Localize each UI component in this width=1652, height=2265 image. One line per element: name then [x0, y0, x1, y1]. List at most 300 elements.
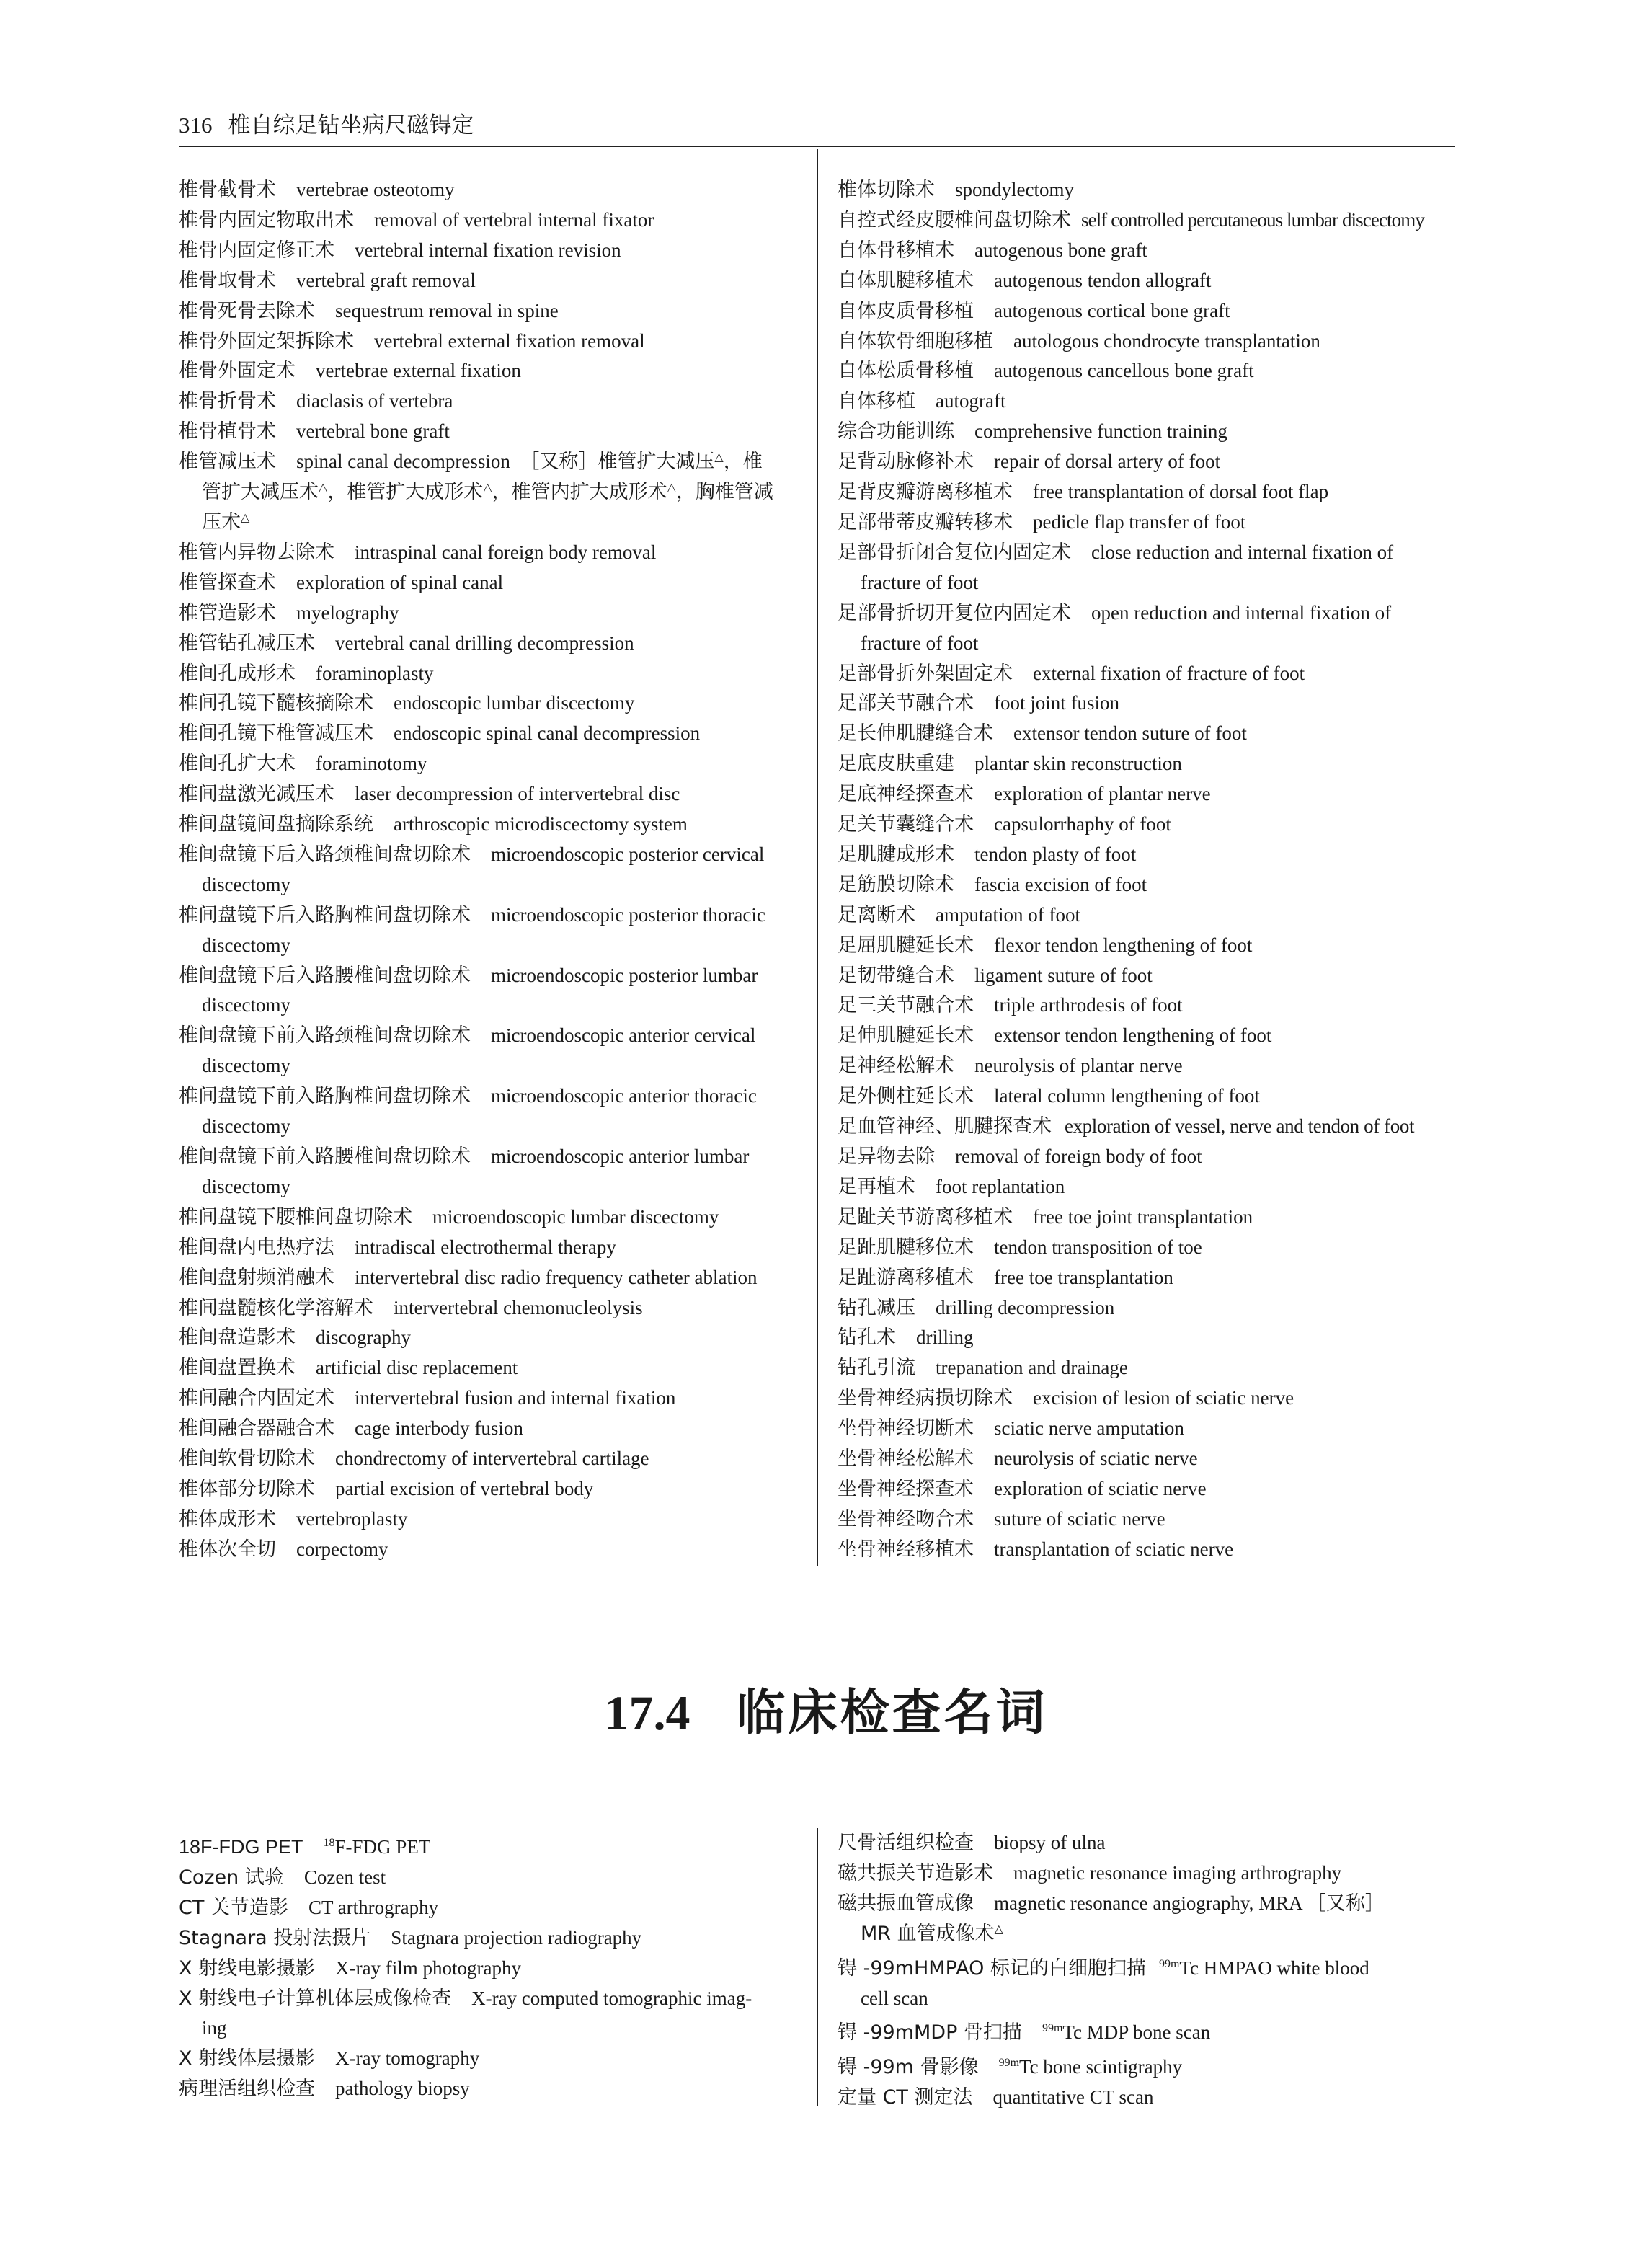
- term-zh: 椎间盘射频消融术: [179, 1266, 334, 1289]
- term-zh: 椎间盘镜下后入路腰椎间盘切除术: [179, 964, 471, 987]
- term-entry: [179, 1414, 799, 1444]
- term-continuation: [179, 477, 799, 507]
- term-zh: 足底神经探查术: [838, 783, 974, 806]
- term-en: autogenous cancellous bone graft: [994, 360, 1254, 382]
- term-en: exploration of sciatic nerve: [994, 1477, 1207, 1499]
- term-en: triple arthrodesis of foot: [994, 994, 1183, 1016]
- term-zh: 足伸肌腱延长术: [838, 1024, 974, 1047]
- term-en: exploration of spinal canal: [296, 571, 504, 593]
- term-en: discectomy: [202, 934, 290, 956]
- term-zh: CT 关节造影: [179, 1896, 288, 1919]
- term-zh: 足异物去除: [838, 1145, 935, 1168]
- term-entry: [838, 1081, 1457, 1112]
- term-entry: [179, 840, 799, 870]
- term-entry: [179, 2074, 799, 2104]
- column-divider: [817, 149, 818, 1566]
- term-en: partial excision of vertebral body: [335, 1477, 594, 1499]
- term-en: intervertebral chemonucleolysis: [394, 1296, 643, 1318]
- term-en: discography: [316, 1326, 411, 1349]
- term-en: microendoscopic anterior cervical: [491, 1024, 756, 1047]
- term-entry: [179, 1233, 799, 1263]
- term-zh: 椎间盘镜下腰椎间盘切除术: [179, 1205, 412, 1228]
- term-entry: [838, 266, 1457, 296]
- isotope-superscript: 99m: [1158, 1957, 1180, 1970]
- term-zh: 足再植术: [838, 1175, 915, 1198]
- term-entry: [838, 1828, 1457, 1858]
- term-en: microendoscopic posterior lumbar: [491, 964, 758, 986]
- triangle-mark: △: [667, 482, 676, 495]
- term-en: biopsy of ulna: [994, 1832, 1106, 1853]
- term-en: drilling: [916, 1326, 974, 1349]
- term-continuation: [838, 629, 1457, 659]
- term-en: external fixation of fracture of foot: [1033, 662, 1305, 684]
- term-entry: [179, 598, 799, 629]
- term-zh: 坐骨神经切断术: [838, 1417, 974, 1440]
- term-zh: 椎间孔镜下椎管减压术: [179, 722, 373, 745]
- term-en: autogenous cortical bone graft: [994, 299, 1230, 322]
- term-entry: [838, 598, 1457, 629]
- term-en: foot joint fusion: [994, 692, 1119, 714]
- header-rule: [179, 146, 1455, 147]
- term-en: intervertebral fusion and internal fixation: [355, 1387, 676, 1409]
- term-entry: [179, 688, 799, 719]
- term-en: microendoscopic anterior thoracic: [491, 1085, 757, 1107]
- term-en: autogenous tendon allograft: [994, 269, 1212, 291]
- term-entry: [838, 477, 1457, 507]
- term-entry: [838, 327, 1457, 357]
- triangle-mark: △: [714, 451, 724, 464]
- term-en: tendon transposition of toe: [994, 1236, 1202, 1258]
- term-en: close reduction and internal fixation of: [1091, 541, 1394, 563]
- term-zh: 自体皮质骨移植: [838, 299, 974, 322]
- term-zh: 椎间盘镜下后入路颈椎间盘切除术: [179, 843, 471, 866]
- term-zh: 椎骨内固定物取出术: [179, 208, 354, 231]
- term-en: comprehensive function training: [974, 420, 1227, 443]
- term-alias: ，椎: [723, 451, 763, 474]
- term-alias: ，胸椎管减: [675, 481, 773, 504]
- term-en: microendoscopic lumbar discectomy: [432, 1205, 719, 1228]
- term-en: microendoscopic anterior lumbar: [491, 1145, 750, 1167]
- term-entry: [179, 175, 799, 205]
- term-zh: X 射线电子计算机体层成像检查: [179, 1987, 452, 2010]
- term-zh: 椎骨植骨术: [179, 420, 276, 443]
- term-zh: 足神经松解术: [838, 1055, 954, 1078]
- isotope-superscript: 99m: [998, 2057, 1020, 2070]
- term-zh: 足趾关节游离移植术: [838, 1205, 1013, 1228]
- term-zh: 足趾肌腱移位术: [838, 1236, 974, 1259]
- term-en: Cozen test: [303, 1866, 386, 1888]
- term-en: autogenous bone graft: [974, 239, 1147, 261]
- term-zh: 足背动脉修补术: [838, 451, 974, 474]
- term-zh: 椎间盘镜下后入路胸椎间盘切除术: [179, 903, 471, 926]
- term-zh: 定量 CT 测定法: [838, 2086, 973, 2109]
- term-zh: 椎骨取骨术: [179, 269, 276, 292]
- term-entry: [838, 296, 1457, 327]
- term-en: intraspinal canal foreign body removal: [355, 541, 657, 563]
- term-entry: [179, 1828, 799, 1863]
- term-zh: 磁共振关节造影术: [838, 1861, 993, 1884]
- term-continuation: [179, 870, 799, 900]
- term-en: X-ray tomography: [335, 2047, 480, 2070]
- term-zh: 椎骨截骨术: [179, 179, 276, 201]
- term-zh: X 射线电影摄影: [179, 1956, 316, 1980]
- term-zh: 椎骨外固定术: [179, 360, 296, 383]
- term-zh: 椎间软骨切除术: [179, 1448, 315, 1471]
- term-en: sequestrum removal in spine: [335, 299, 559, 322]
- term-en: F-FDG PET: [334, 1836, 431, 1858]
- term-zh: 锝 -99mHMPAO 标记的白细胞扫描: [838, 1956, 1146, 1980]
- term-zh: 椎间盘镜下前入路腰椎间盘切除术: [179, 1145, 471, 1168]
- term-zh: 足背皮瓣游离移植术: [838, 481, 1013, 504]
- term-entry: [838, 1858, 1457, 1889]
- term-entry: [179, 719, 799, 749]
- term-zh: 椎间孔扩大术: [179, 753, 296, 776]
- term-entry: [179, 779, 799, 810]
- term-entry: [179, 296, 799, 327]
- term-zh: 足部骨折外架固定术: [838, 662, 1013, 685]
- term-entry: [838, 417, 1457, 447]
- term-zh: Stagnara 投射法摄片: [179, 1926, 371, 1949]
- term-en: lateral column lengthening of foot: [994, 1085, 1260, 1107]
- term-en: fascia excision of foot: [974, 873, 1147, 895]
- term-continuation: [179, 990, 799, 1021]
- term-en: arthroscopic microdiscectomy system: [394, 813, 688, 835]
- term-entry: [179, 1142, 799, 1172]
- term-en: laser decompression of intervertebral disc: [355, 783, 680, 805]
- term-zh: 椎体成形术: [179, 1507, 276, 1530]
- term-continuation: [179, 2013, 799, 2044]
- term-en: magnetic resonance angiography, MRA ［又称］: [994, 1892, 1385, 1914]
- term-zh: 足血管神经、肌腱探查术: [838, 1115, 1052, 1138]
- term-zh: 病理活组织检查: [179, 2078, 315, 2101]
- isotope-superscript: 18: [323, 1837, 335, 1849]
- term-entry: [838, 2013, 1457, 2048]
- term-zh: 足屈肌腱延长术: [838, 934, 974, 957]
- term-zh: 钻孔引流: [838, 1357, 915, 1380]
- term-continuation: [179, 1112, 799, 1142]
- term-entry: [179, 900, 799, 931]
- term-entry: [838, 900, 1457, 931]
- term-en: suture of sciatic nerve: [994, 1507, 1165, 1530]
- term-zh: 自控式经皮腰椎间盘切除术: [838, 208, 1071, 231]
- term-zh: 椎间盘造影术: [179, 1326, 296, 1349]
- term-zh: 钻孔减压: [838, 1296, 915, 1319]
- term-zh: 足离断术: [838, 903, 915, 926]
- section-title: 临床检查名词: [736, 1684, 1048, 1742]
- term-zh: 椎骨内固定修正术: [179, 239, 334, 262]
- term-zh: 椎骨死骨去除术: [179, 299, 315, 322]
- term-en: microendoscopic posterior cervical: [491, 843, 765, 865]
- term-zh: 足底皮肤重建: [838, 753, 954, 776]
- term-zh: 坐骨神经探查术: [838, 1477, 974, 1500]
- term-en: Tc MDP bone scan: [1062, 2021, 1211, 2044]
- term-alias: ［又称］椎管扩大减压: [520, 451, 715, 474]
- term-continuation: [179, 1051, 799, 1081]
- term-entry: [179, 1353, 799, 1383]
- triangle-mark: △: [241, 511, 250, 524]
- term-zh: 椎体部分切除术: [179, 1477, 315, 1500]
- term-entry: [838, 1474, 1457, 1504]
- term-en: diaclasis of vertebra: [296, 390, 453, 412]
- term-zh: 椎间孔镜下髓核摘除术: [179, 692, 373, 715]
- term-entry: [838, 386, 1457, 417]
- term-zh: 椎骨折骨术: [179, 390, 276, 413]
- term-zh: 椎管探查术: [179, 571, 276, 594]
- term-zh: 椎间盘激光减压术: [179, 783, 334, 806]
- section-number: 17.4: [604, 1685, 690, 1740]
- term-zh: Cozen 试验: [179, 1866, 284, 1889]
- term-entry: [838, 1535, 1457, 1565]
- term-en: X-ray film photography: [335, 1956, 522, 1979]
- exam-left-column: [179, 1828, 799, 2104]
- term-entry: [838, 507, 1457, 538]
- term-en: neurolysis of sciatic nerve: [994, 1448, 1198, 1470]
- term-zh: 磁共振血管成像: [838, 1892, 974, 1915]
- term-entry: [838, 1323, 1457, 1353]
- term-zh: 足外侧柱延长术: [838, 1085, 974, 1108]
- term-entry: [179, 236, 799, 266]
- term-zh: 锝 -99m 骨影像: [838, 2056, 979, 2079]
- term-en: vertebrae osteotomy: [296, 179, 455, 200]
- term-en: sciatic nerve amputation: [994, 1417, 1184, 1440]
- term-zh: 椎间盘镜下前入路胸椎间盘切除术: [179, 1085, 471, 1108]
- term-en: repair of dorsal artery of foot: [994, 451, 1221, 473]
- term-en: discectomy: [202, 1115, 290, 1138]
- term-entry: [838, 990, 1457, 1021]
- term-zh: 椎间孔成形术: [179, 662, 296, 685]
- isotope-superscript: 99m: [1042, 2022, 1063, 2035]
- term-continuation: [179, 931, 799, 961]
- term-entry: [838, 1889, 1457, 1919]
- term-alias: ，椎管内扩大成形术: [492, 481, 667, 504]
- term-zh: 坐骨神经移植术: [838, 1538, 974, 1561]
- term-en: X-ray computed tomographic imag-: [471, 1987, 752, 2009]
- term-en: foraminoplasty: [316, 662, 434, 684]
- term-en: microendoscopic posterior thoracic: [491, 903, 765, 926]
- term-en: corpectomy: [296, 1538, 388, 1560]
- term-entry: [179, 1535, 799, 1565]
- term-entry: [838, 1504, 1457, 1535]
- term-zh: X 射线体层摄影: [179, 2047, 316, 2070]
- term-alias: 压术: [202, 510, 241, 533]
- term-entry: [838, 1051, 1457, 1081]
- term-entry: [838, 1202, 1457, 1233]
- term-entry: [179, 266, 799, 296]
- term-zh: 自体骨移植术: [838, 239, 954, 262]
- term-zh: 足部骨折闭合复位内固定术: [838, 541, 1071, 564]
- term-zh: 自体移植: [838, 390, 915, 413]
- term-entry: [838, 356, 1457, 386]
- page-number: 316: [179, 112, 213, 138]
- term-entry: [179, 1893, 799, 1923]
- term-entry: [179, 810, 799, 840]
- term-alias: MR 血管成像术: [861, 1922, 995, 1945]
- term-zh: 椎管减压术: [179, 451, 276, 474]
- term-entry: [179, 538, 799, 568]
- term-en: CT arthrography: [308, 1896, 439, 1918]
- term-en: Tc bone scintigraphy: [1019, 2056, 1183, 2078]
- term-en: spondylectomy: [955, 179, 1074, 200]
- term-en: open reduction and internal fixation of: [1091, 601, 1392, 624]
- term-entry: [838, 1172, 1457, 1202]
- term-entry: [838, 1414, 1457, 1444]
- term-zh: 足韧带缝合术: [838, 964, 954, 987]
- term-entry: [838, 1383, 1457, 1414]
- term-entry: [838, 2048, 1457, 2083]
- term-en: foot replantation: [936, 1175, 1065, 1197]
- triangle-mark: △: [483, 482, 492, 495]
- term-zh: 椎管钻孔减压术: [179, 631, 315, 655]
- term-zh: 足三关节融合术: [838, 994, 974, 1017]
- term-en: excision of lesion of sciatic nerve: [1033, 1387, 1294, 1409]
- term-en: amputation of foot: [936, 903, 1080, 926]
- term-zh: 坐骨神经病损切除术: [838, 1387, 1013, 1410]
- term-zh: 足筋膜切除术: [838, 873, 954, 896]
- term-zh: 18F-FDG PET: [179, 1836, 303, 1858]
- term-entry: [179, 1383, 799, 1414]
- term-zh: 椎间盘镜间盘摘除系统: [179, 813, 373, 836]
- term-zh: 足部骨折切开复位内固定术: [838, 601, 1071, 624]
- term-entry: [838, 1021, 1457, 1051]
- column-divider: [817, 1828, 818, 2106]
- term-zh: 钻孔术: [838, 1326, 896, 1349]
- term-en: transplantation of sciatic nerve: [994, 1538, 1234, 1560]
- term-alias: 管扩大减压术: [202, 481, 319, 504]
- term-alias: ，椎管扩大成形术: [327, 481, 484, 504]
- term-entry: [838, 688, 1457, 719]
- term-entry: [838, 1353, 1457, 1383]
- term-continuation: [179, 507, 799, 538]
- term-zh: 椎间盘镜下前入路颈椎间盘切除术: [179, 1024, 471, 1047]
- term-continuation: [179, 1172, 799, 1202]
- term-entry: [179, 1323, 799, 1353]
- term-zh: 坐骨神经松解术: [838, 1448, 974, 1471]
- term-en: vertebral graft removal: [296, 269, 476, 291]
- term-en: discectomy: [202, 1175, 290, 1197]
- term-entry: [838, 1444, 1457, 1474]
- term-entry: [179, 568, 799, 598]
- term-entry: [838, 659, 1457, 689]
- term-continuation: [838, 1984, 1457, 2014]
- term-zh: 椎骨外固定架拆除术: [179, 329, 354, 353]
- term-entry: [179, 961, 799, 991]
- term-en: vertebral internal fixation revision: [355, 239, 621, 261]
- term-en: chondrectomy of intervertebral cartilage: [335, 1448, 649, 1470]
- term-entry: [179, 1474, 799, 1504]
- term-entry: [838, 2083, 1457, 2113]
- term-en: tendon plasty of foot: [974, 843, 1137, 865]
- term-entry: [179, 1984, 799, 2014]
- term-entry: [838, 719, 1457, 749]
- term-en: pedicle flap transfer of foot: [1033, 510, 1246, 533]
- right-term-column: [838, 175, 1457, 1565]
- term-zh: 自体软骨细胞移植: [838, 329, 993, 353]
- term-en: extensor tendon suture of foot: [1013, 722, 1247, 745]
- term-en: vertebral bone graft: [296, 420, 450, 443]
- term-entry: [838, 961, 1457, 991]
- term-entry: [838, 1949, 1457, 1984]
- term-en: neurolysis of plantar nerve: [974, 1055, 1183, 1077]
- term-entry: [838, 840, 1457, 870]
- term-entry: [179, 1863, 799, 1893]
- term-entry: [838, 447, 1457, 477]
- term-en: autograft: [936, 390, 1006, 412]
- triangle-mark: △: [319, 482, 328, 495]
- term-entry: [179, 447, 799, 477]
- term-zh: 椎间融合内固定术: [179, 1387, 334, 1410]
- term-entry: [838, 749, 1457, 779]
- term-en: pathology biopsy: [335, 2078, 470, 2100]
- term-en: self controlled percutaneous lumbar discectomy: [1081, 208, 1424, 231]
- term-entry: [838, 205, 1457, 236]
- term-entry: [838, 931, 1457, 961]
- term-en: capsulorrhaphy of foot: [994, 813, 1171, 835]
- term-en: intervertebral disc radio frequency catheter ablation: [355, 1266, 758, 1288]
- term-zh: 自体肌腱移植术: [838, 269, 974, 292]
- term-en: flexor tendon lengthening of foot: [994, 934, 1253, 956]
- term-entry: [179, 1444, 799, 1474]
- term-entry: [179, 749, 799, 779]
- term-en: quantitative CT scan: [992, 2086, 1154, 2109]
- term-entry: [179, 417, 799, 447]
- term-zh: 椎间盘内电热疗法: [179, 1236, 334, 1259]
- term-en: cage interbody fusion: [355, 1417, 523, 1440]
- term-entry: [179, 1263, 799, 1293]
- triangle-mark: △: [994, 1923, 1003, 1936]
- term-en: discectomy: [202, 994, 290, 1016]
- term-en: removal of vertebral internal fixator: [374, 208, 654, 231]
- term-en: exploration of plantar nerve: [994, 783, 1211, 805]
- term-en: discectomy: [202, 873, 290, 895]
- term-en: vertebral canal drilling decompression: [335, 631, 634, 654]
- term-en: foraminotomy: [316, 753, 427, 775]
- term-continuation: [838, 568, 1457, 598]
- term-en: vertebral external fixation removal: [374, 329, 645, 352]
- term-zh: 椎间盘置换术: [179, 1357, 296, 1380]
- term-zh: 椎间融合器融合术: [179, 1417, 334, 1440]
- term-entry: [838, 779, 1457, 810]
- term-en: ing: [202, 2017, 227, 2039]
- section-heading: [0, 1674, 1652, 1744]
- term-zh: 椎管内异物去除术: [179, 541, 334, 564]
- running-title: 椎自综足钻坐病尺磁锝定: [228, 112, 474, 138]
- term-zh: 椎体次全切: [179, 1538, 276, 1561]
- term-en: vertebroplasty: [296, 1507, 408, 1530]
- exam-right-column: [838, 1828, 1457, 2113]
- term-entry: [179, 2044, 799, 2074]
- term-zh: 足部带蒂皮瓣转移术: [838, 510, 1013, 533]
- term-en: plantar skin reconstruction: [974, 753, 1182, 775]
- term-en: intradiscal electrothermal therapy: [355, 1236, 616, 1258]
- term-entry: [838, 538, 1457, 568]
- term-entry: [838, 175, 1457, 205]
- left-term-column: [179, 175, 799, 1565]
- term-zh: 足关节囊缝合术: [838, 813, 974, 836]
- term-entry: [179, 1923, 799, 1954]
- term-en: magnetic resonance imaging arthrography: [1013, 1861, 1342, 1884]
- term-en: artificial disc replacement: [316, 1357, 518, 1379]
- term-en: vertebrae external fixation: [316, 360, 521, 382]
- term-en: Tc HMPAO white blood: [1179, 1956, 1369, 1979]
- term-en: trepanation and drainage: [936, 1357, 1128, 1379]
- term-zh: 椎体切除术: [838, 179, 935, 201]
- term-entry: [838, 236, 1457, 266]
- term-zh: 足长伸肌腱缝合术: [838, 722, 993, 745]
- term-zh: 椎间盘髓核化学溶解术: [179, 1296, 373, 1319]
- term-en: drilling decompression: [936, 1296, 1115, 1318]
- term-en: autologous chondrocyte transplantation: [1013, 329, 1320, 352]
- term-zh: 足趾游离移植术: [838, 1266, 974, 1289]
